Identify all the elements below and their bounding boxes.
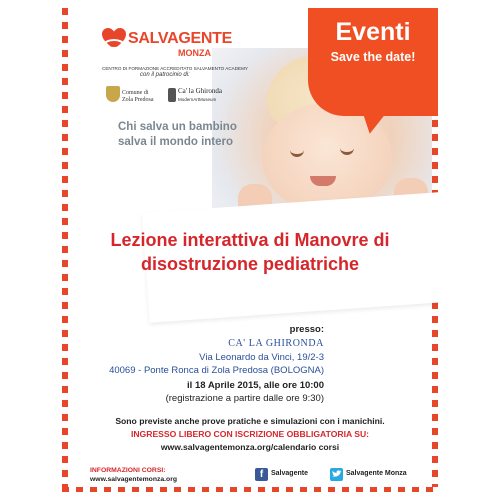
address-line1: Via Leonardo da Vinci, 19/2-3 xyxy=(199,352,324,363)
bottom-stripe-border xyxy=(62,487,438,492)
tagline: Chi salva un bambino salva il mondo intero xyxy=(118,121,237,148)
facebook-icon[interactable]: f xyxy=(255,468,268,481)
event-poster xyxy=(62,8,438,492)
event-title: Lezione interattiva di Manovre di disostruzione pediatriche xyxy=(110,230,390,274)
free-entry-note: INGRESSO LIBERO CON ISCRIZIONE OBBLIGATORIA SU: xyxy=(130,429,370,439)
patronage-label: con il patrocinio di: xyxy=(140,72,190,78)
comune-logo-text xyxy=(122,90,154,104)
ghironda-subtitle: ModernArtMuseum xyxy=(178,97,217,102)
comune-line1: Comune di xyxy=(122,90,149,96)
footer-info-label: INFORMAZIONI CORSI: xyxy=(90,467,166,474)
logo-name: SALVAGENTE xyxy=(128,30,232,47)
facebook-label[interactable]: Salvagente xyxy=(271,470,308,477)
presso-label: presso: xyxy=(289,324,324,335)
comune-line2: Zola Predosa xyxy=(122,97,154,103)
logo-sub: MONZA xyxy=(178,48,211,58)
save-the-date: Save the date! xyxy=(330,50,416,64)
heart-lifebuoy-icon xyxy=(102,28,126,50)
practice-note: Sono previste anche prove pratiche e simulazioni con i manichini. xyxy=(115,416,385,426)
venue-address xyxy=(94,352,324,377)
events-bubble-tail xyxy=(356,106,388,136)
twitter-bird-glyph xyxy=(330,468,343,481)
venue-name: CA' LA GHIRONDA xyxy=(228,338,324,349)
address-line2: 40069 - Ponte Ronca di Zola Predosa (BOLOGNA) xyxy=(109,364,324,376)
twitter-label[interactable]: Salvagente Monza xyxy=(346,470,407,477)
ghironda-logo-icon xyxy=(168,88,176,102)
ghironda-name: Ca' la Ghironda xyxy=(178,87,223,95)
comune-crest-icon xyxy=(106,86,120,102)
twitter-icon[interactable] xyxy=(330,468,343,481)
logo-subtitle: CENTRO DI FORMAZIONE ACCREDITATO SALVAMENTO ACADEMY xyxy=(102,66,248,71)
registration-url[interactable]: www.salvagentemonza.org/calendario corsi xyxy=(160,442,340,452)
footer-url[interactable]: www.salvagentemonza.org xyxy=(90,476,177,483)
registration-note: (registrazione a partire dalle ore 9:30) xyxy=(165,393,324,404)
events-title: Eventi xyxy=(335,18,411,46)
event-date: il 18 Aprile 2015, alle ore 10:00 xyxy=(187,380,324,391)
